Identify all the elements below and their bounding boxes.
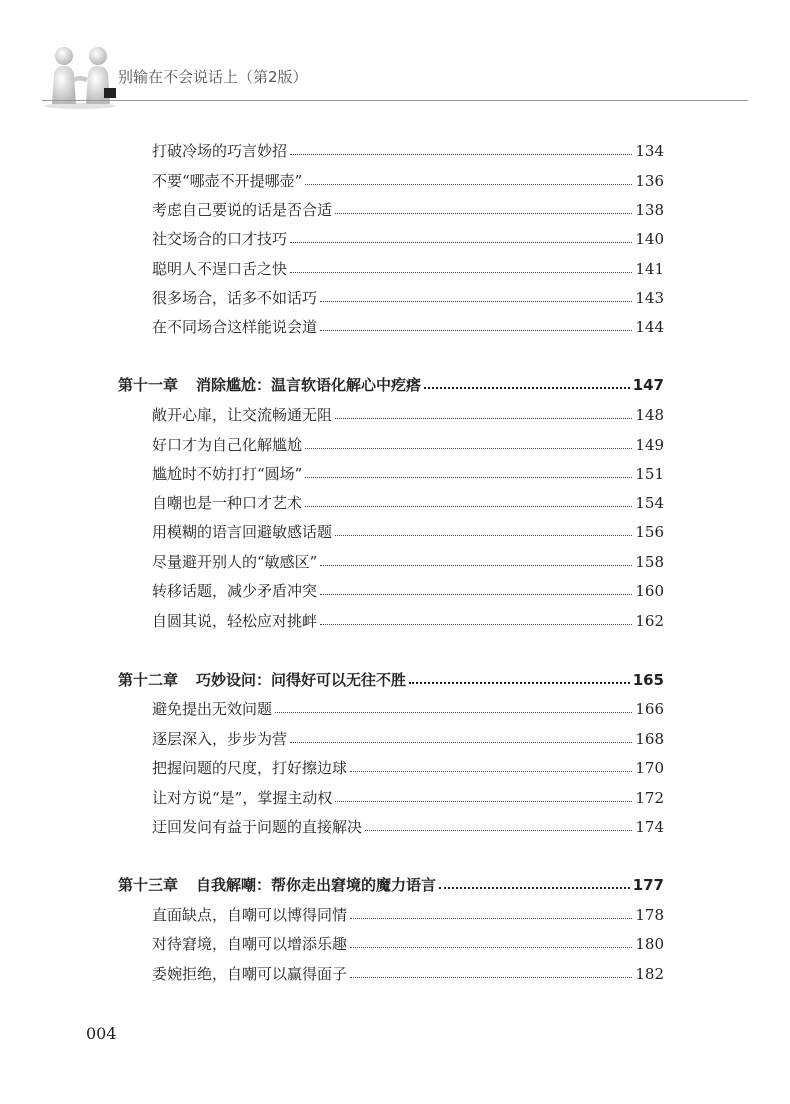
entry-title: 打破冷场的巧言妙招 — [152, 142, 288, 160]
toc-entry — [152, 551, 664, 572]
entry-title: 逐层深入，步步为营 — [152, 730, 288, 748]
toc-entry — [152, 963, 664, 984]
chapter-number: 第十二章 — [118, 671, 179, 689]
entry-title: 迂回发问有益于问题的直接解决 — [152, 818, 363, 836]
chapter-title: 消除尴尬：温言软语化解心中疙瘩 — [196, 376, 422, 394]
entry-page-number: 151 — [635, 465, 664, 483]
dot-leader — [275, 711, 632, 713]
entry-title: 好口才为自己化解尴尬 — [152, 436, 303, 454]
entry-page-number: 180 — [635, 935, 664, 953]
entry-title: 聪明人不逞口舌之快 — [152, 260, 288, 278]
toc-entry — [152, 228, 664, 249]
dot-leader — [350, 976, 632, 978]
toc-entry — [152, 404, 664, 425]
entry-title: 敞开心扉，让交流畅通无阻 — [152, 406, 333, 424]
entry-title: 在不同场合这样能说会道 — [152, 318, 318, 336]
dot-leader — [290, 241, 632, 243]
entry-title: 转移话题，减少矛盾冲突 — [152, 582, 318, 600]
dot-leader — [409, 681, 630, 684]
dot-leader — [335, 417, 632, 419]
entry-page-number: 144 — [635, 318, 664, 336]
entry-title: 考虑自己要说的话是否合适 — [152, 201, 333, 219]
dot-leader — [350, 946, 632, 948]
entry-title: 对待窘境，自嘲可以增添乐趣 — [152, 935, 348, 953]
dot-leader — [350, 917, 632, 919]
chapter-number: 第十三章 — [118, 876, 179, 894]
entry-page-number: 160 — [635, 582, 664, 600]
entry-page-number: 147 — [632, 376, 664, 394]
entry-page-number: 149 — [635, 436, 664, 454]
dot-leader — [320, 564, 632, 566]
entry-page-number: 138 — [635, 201, 664, 219]
entry-page-number: 168 — [635, 730, 664, 748]
chapter-title: 巧妙设问：问得好可以无往不胜 — [196, 671, 407, 689]
entry-page-number: 158 — [635, 553, 664, 571]
dot-leader — [290, 271, 632, 273]
toc-entry — [152, 492, 664, 513]
dot-leader — [320, 300, 632, 302]
toc-entry — [152, 904, 664, 925]
dot-leader — [320, 623, 632, 625]
entry-page-number: 182 — [635, 965, 664, 983]
entry-page-number: 174 — [635, 818, 664, 836]
entry-page-number: 136 — [635, 172, 664, 190]
dot-leader — [439, 886, 630, 889]
dot-leader — [320, 329, 632, 331]
dot-leader — [424, 386, 630, 389]
entry-title: 把握问题的尺度，打好擦边球 — [152, 759, 348, 777]
dot-leader — [305, 476, 632, 478]
dot-leader — [290, 741, 632, 743]
toc-entry — [152, 698, 664, 719]
toc-entry — [152, 140, 664, 161]
dot-leader — [350, 770, 632, 772]
entry-page-number: 154 — [635, 494, 664, 512]
entry-page-number: 177 — [632, 876, 664, 894]
toc-entry — [152, 610, 664, 631]
entry-title: 直面缺点，自嘲可以博得同情 — [152, 906, 348, 924]
dot-leader — [305, 183, 632, 185]
entry-title: 用模糊的语言回避敏感话题 — [152, 523, 333, 541]
toc-entry — [152, 816, 664, 837]
toc-entry — [152, 463, 664, 484]
chapter-number: 第十一章 — [118, 376, 179, 394]
chapter-entry — [118, 874, 664, 895]
entry-page-number: 162 — [635, 612, 664, 630]
dot-leader — [335, 800, 632, 802]
entry-page-number: 170 — [635, 759, 664, 777]
entry-title: 尴尬时不妨打打“圆场” — [152, 465, 303, 483]
toc-entry — [152, 728, 664, 749]
dot-leader — [335, 534, 632, 536]
entry-title: 自圆其说，轻松应对挑衅 — [152, 612, 318, 630]
toc-entry — [152, 316, 664, 337]
entry-page-number: 140 — [635, 230, 664, 248]
toc-entry — [152, 287, 664, 308]
book-title: 别输在不会说话上（第2版） — [118, 68, 308, 86]
dot-leader — [305, 447, 632, 449]
entry-page-number: 178 — [635, 906, 664, 924]
page-number: 004 — [86, 1024, 117, 1043]
toc-entry — [152, 258, 664, 279]
toc-entry — [152, 434, 664, 455]
entry-page-number: 143 — [635, 289, 664, 307]
toc-entry — [152, 199, 664, 220]
dot-leader — [320, 593, 632, 595]
entry-title: 不要“哪壶不开提哪壶” — [152, 172, 303, 190]
entry-title: 社交场合的口才技巧 — [152, 230, 288, 248]
toc-entry — [152, 787, 664, 808]
entry-title: 很多场合，话多不如话巧 — [152, 289, 318, 307]
entry-page-number: 134 — [635, 142, 664, 160]
toc-entry — [152, 580, 664, 601]
chapter-entry — [118, 374, 664, 395]
entry-page-number: 148 — [635, 406, 664, 424]
entry-title: 避免提出无效问题 — [152, 700, 273, 718]
dot-leader — [335, 212, 632, 214]
dot-leader — [365, 829, 632, 831]
entry-page-number: 166 — [635, 700, 664, 718]
entry-title: 自嘲也是一种口才艺术 — [152, 494, 303, 512]
entry-title: 让对方说“是”，掌握主动权 — [152, 789, 333, 807]
toc-entry — [152, 933, 664, 954]
toc-entry — [152, 757, 664, 778]
toc-entry — [152, 170, 664, 191]
entry-page-number: 156 — [635, 523, 664, 541]
chapter-entry — [118, 669, 664, 690]
dot-leader — [305, 505, 632, 507]
entry-page-number: 165 — [632, 671, 664, 689]
entry-page-number: 172 — [635, 789, 664, 807]
entry-title: 委婉拒绝，自嘲可以赢得面子 — [152, 965, 348, 983]
dot-leader — [290, 153, 632, 155]
entry-title: 尽量避开别人的“敏感区” — [152, 553, 318, 571]
chapter-title: 自我解嘲：帮你走出窘境的魔力语言 — [196, 876, 437, 894]
entry-page-number: 141 — [635, 260, 664, 278]
toc-entry — [152, 521, 664, 542]
